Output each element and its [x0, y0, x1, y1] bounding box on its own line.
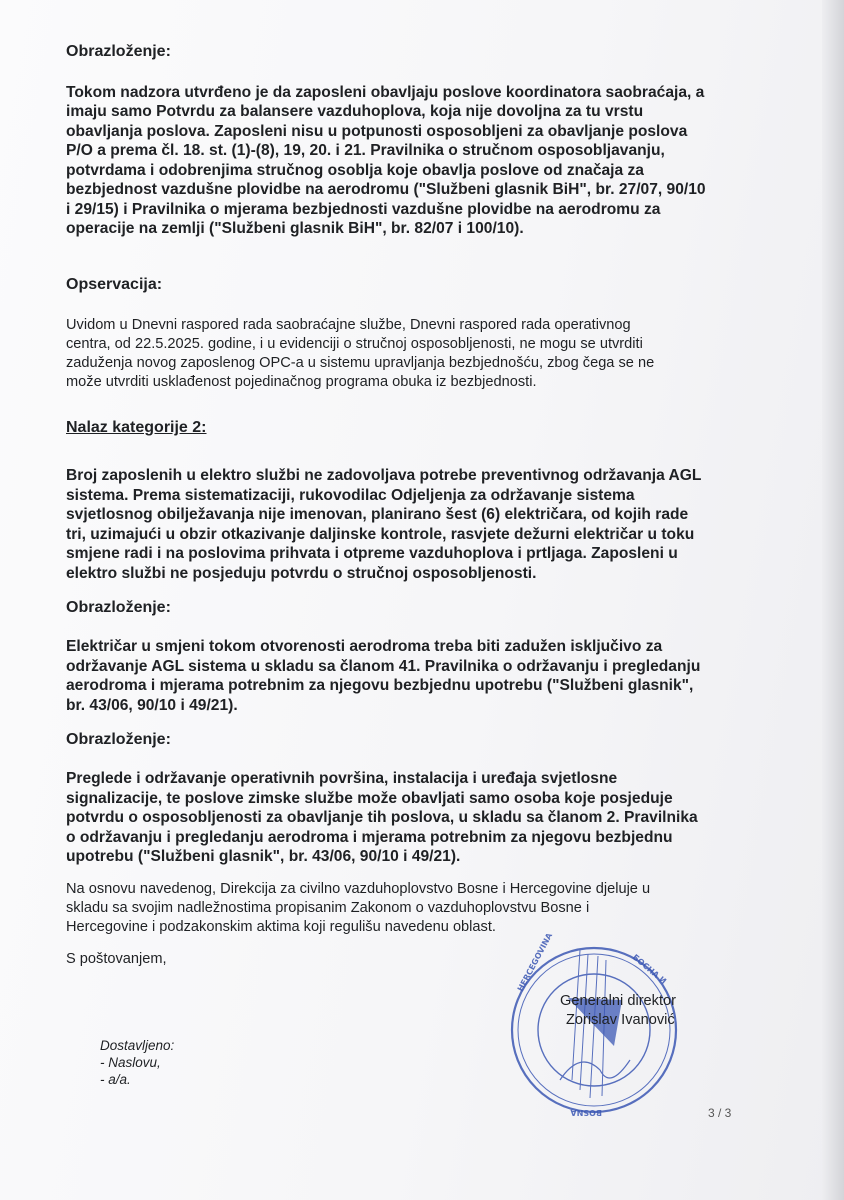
- text-line: smjene radi i na poslovima prihvata i otpreme vazduhoplova i prtljaga. Zaposleni u: [66, 545, 678, 562]
- delivered-label: Dostavljeno:: [100, 1038, 175, 1053]
- greeting: S poštovanjem,: [66, 951, 167, 967]
- section-heading-opservacija: Opservacija:: [66, 276, 163, 293]
- section-heading-obrazlozenje-3: Obrazloženje:: [66, 731, 171, 748]
- text-line: o održavanju i pregledanju aerodroma i mjerama potrebnim za njegovu bezbjednu: [66, 829, 673, 846]
- svg-text:HERCEGOVINA: HERCEGOVINA: [515, 931, 555, 993]
- text-line: skladu sa svojim nadležnostima propisanim Zakonom o vazduhoplovstvu Bosne i: [66, 900, 590, 916]
- section-heading-obrazlozenje-2: Obrazloženje:: [66, 599, 171, 616]
- text-line: upotrebu ("Službeni glasnik", br. 43/06, 90/10 i 49/21).: [66, 848, 461, 865]
- text-line: Na osnovu navedenog, Direkcija za civilno vazduhoplovstvo Bosne i Hercegovine djeluje u: [66, 881, 651, 897]
- text-line: operacije na zemlji ("Službeni glasnik BiH", br. 82/07 i 100/10).: [66, 220, 524, 237]
- svg-text:BOSNA: BOSNA: [570, 1108, 602, 1117]
- signatory-name: Zorislav Ivanović: [566, 1012, 675, 1028]
- text-line: Broj zaposlenih u elektro službi ne zadovoljava potrebe preventivnog održavanja AGL: [66, 467, 702, 484]
- delivered-item: - a/a.: [100, 1072, 131, 1087]
- text-line: svjetlosnog obilježavanja nije imenovan, planirano šest (6) električara, od kojih rade: [66, 506, 689, 523]
- svg-text:БОСНА И: БОСНА И: [630, 952, 669, 986]
- text-line: Tokom nadzora utvrđeno je da zaposleni obavljaju poslove koordinatora saobraćaja, a: [66, 84, 705, 101]
- text-line: i 29/15) i Pravilnika o mjerama bezbjednosti vazdušne plovidbe na aerodromu za: [66, 201, 661, 218]
- text-line: Električar u smjeni tokom otvorenosti aerodroma treba biti zadužen isključivo za: [66, 638, 663, 655]
- text-line: centra, od 22.5.2025. godine, i u evidenciji o stručnoj osposobljenosti, ne mogu se utvrditi: [66, 336, 643, 352]
- text-line: elektro službi ne posjeduju potvrdu o stručnoj osposobljenosti.: [66, 565, 537, 582]
- page-edge-shadow: [822, 0, 844, 1200]
- text-line: zaduženja novog zaposlenog OPC-a u sistemu upravljanja bezbjednošću, zbog čega se ne: [66, 355, 655, 371]
- text-line: bezbjednost vazdušne plovidbe na aerodromu ("Službeni glasnik BiH", br. 27/07, 90/10: [66, 181, 706, 198]
- text-line: održavanje AGL sistema u skladu sa članom 41. Pravilnika o održavanju i pregledanju: [66, 658, 701, 675]
- text-line: Uvidom u Dnevni raspored rada saobraćajne službe, Dnevni raspored rada operativnog: [66, 317, 631, 333]
- text-line: imaju samo Potvrdu za balansere vazduhoplova, koja nije dovoljna za tu vrstu: [66, 103, 644, 120]
- text-line: sistema. Prema sistematizaciji, rukovodilac Odjeljenja za održavanje sistema: [66, 487, 635, 504]
- page-number: 3 / 3: [708, 1106, 732, 1120]
- text-line: obavljanja poslova. Zaposleni nisu u potpunosti osposobljeni za obavljanje poslova: [66, 123, 688, 140]
- text-line: br. 43/06, 90/10 i 49/21).: [66, 697, 238, 714]
- section-heading-obrazlozenje-1: Obrazloženje:: [66, 43, 171, 60]
- section-heading-nalaz-kategorije-2: Nalaz kategorije 2:: [66, 419, 207, 436]
- text-line: potvrdama i odobrenjima stručnog osoblja koje obavlja poslove od značaja za: [66, 162, 644, 179]
- text-line: tri, uzimajući u obzir otkazivanje daljinske kontrole, rasvjete dežurni električar u toku: [66, 526, 695, 543]
- text-line: signalizacije, te poslove zimske službe može obavljati samo osoba koje posjeduje: [66, 790, 673, 807]
- signatory-title: Generalni direktor: [560, 993, 676, 1009]
- text-line: potvrdu o osposobljenosti za obavljanje tih poslova, u skladu sa članom 2. Pravilnika: [66, 809, 698, 826]
- text-line: P/O a prema čl. 18. st. (1)-(8), 19, 20. i 21. Pravilnika o stručnom osposobljavanju,: [66, 142, 665, 159]
- text-line: aerodroma i mjerama potrebnim za njegovu bezbjednu upotrebu ("Službeni glasnik",: [66, 677, 694, 694]
- text-line: može utvrditi usklađenost pojedinačnog programa obuka iz bezbjednosti.: [66, 374, 537, 390]
- text-line: Hercegovine i podzakonskim aktima koji regulišu navedenu oblast.: [66, 919, 496, 935]
- delivered-item: - Naslovu,: [100, 1055, 161, 1070]
- text-line: Preglede i održavanje operativnih površina, instalacija i uređaja svjetlosne: [66, 770, 618, 787]
